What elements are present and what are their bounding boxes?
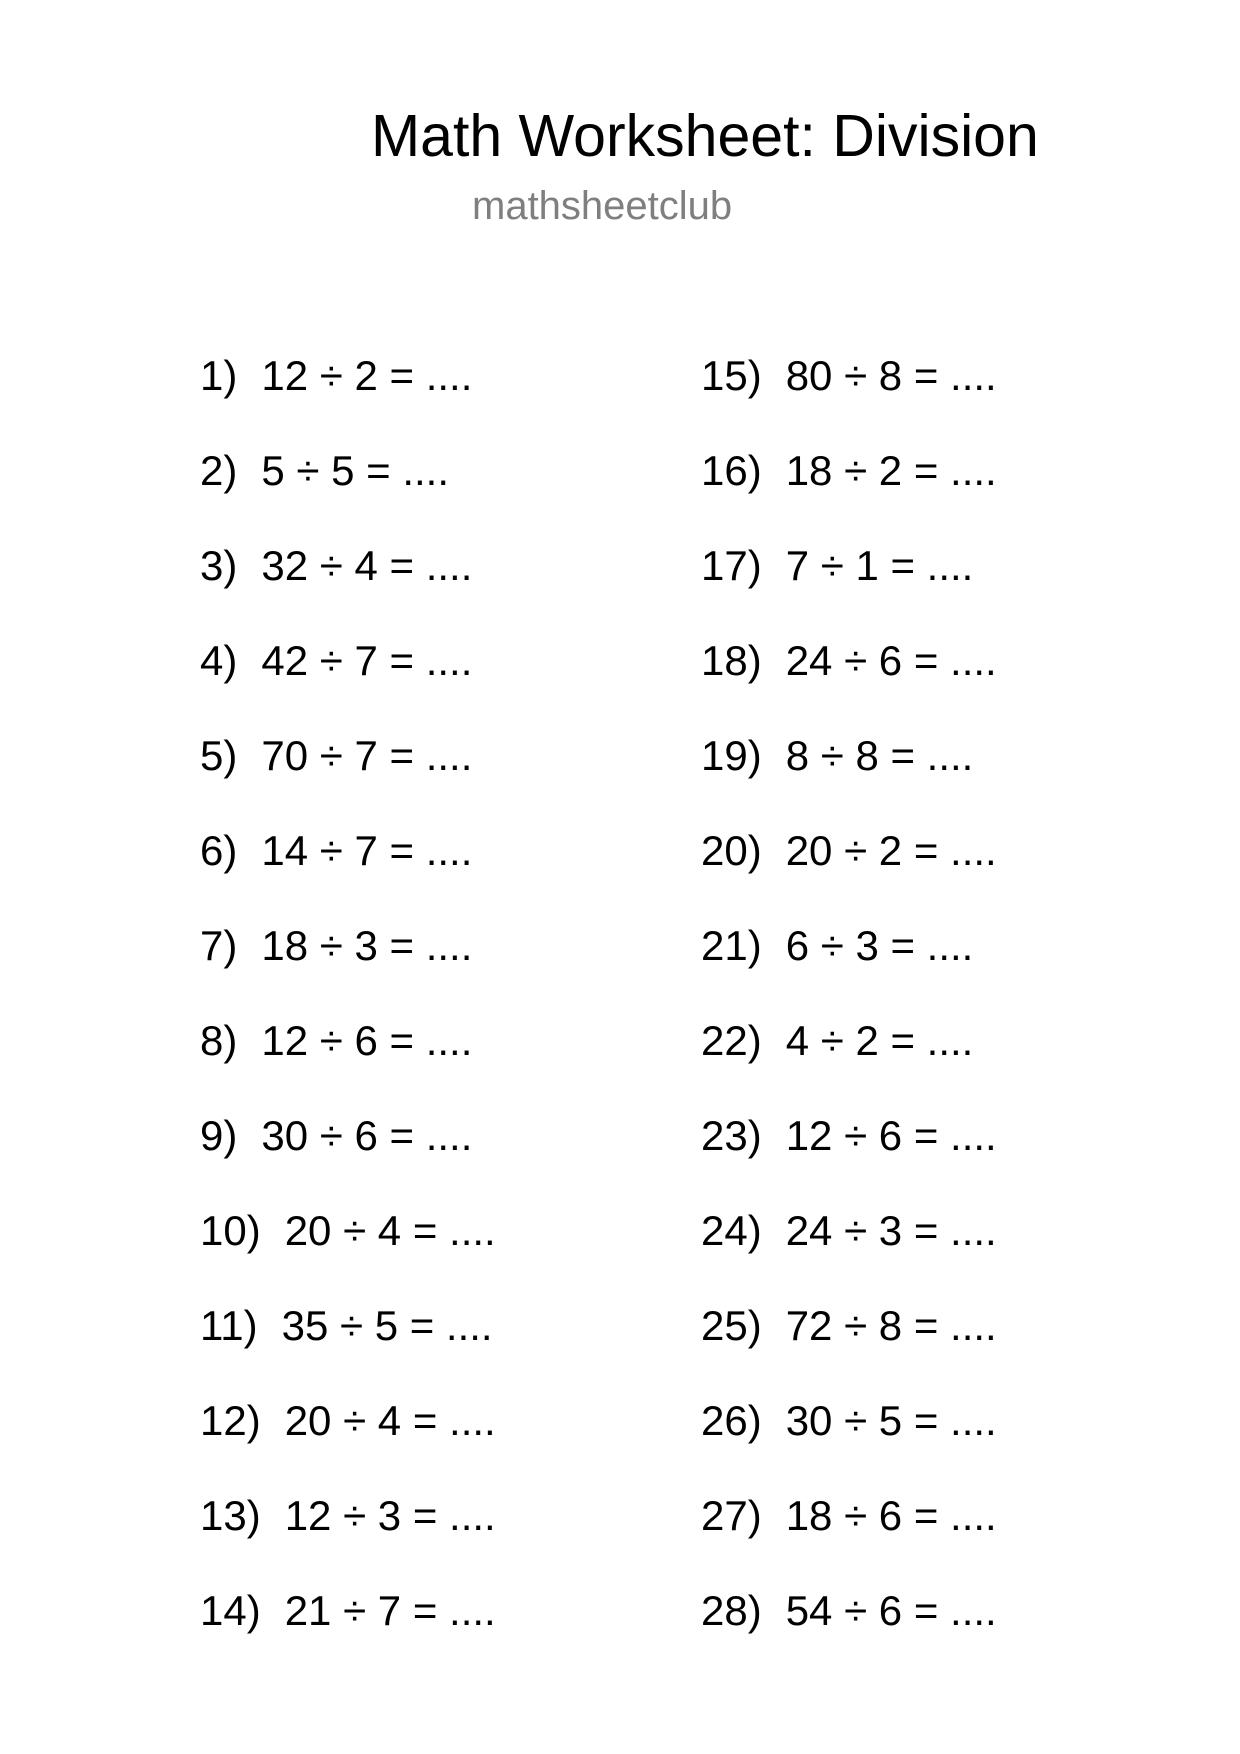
- problem-number: 26): [701, 1397, 762, 1444]
- problem-expression: 30 ÷ 6 = ....: [261, 1112, 473, 1159]
- problem-item: [200, 1207, 496, 1302]
- problem-number: 23): [701, 1112, 762, 1159]
- problem-number: 5): [200, 732, 238, 779]
- problem-number: 27): [701, 1492, 762, 1539]
- problem-item: [200, 447, 496, 542]
- problem-list-right: [701, 352, 997, 1682]
- problem-expression: 42 ÷ 7 = ....: [261, 637, 473, 684]
- problem-expression: 54 ÷ 6 = ....: [785, 1587, 997, 1634]
- problem-number: 20): [701, 827, 762, 874]
- problem-expression: 6 ÷ 3 = ....: [785, 922, 974, 969]
- problem-item: [701, 352, 997, 447]
- problem-number: 22): [701, 1017, 762, 1064]
- problem-item: [200, 542, 496, 637]
- problem-expression: 21 ÷ 7 = ....: [284, 1587, 496, 1634]
- problem-item: [701, 1017, 997, 1112]
- problem-number: 17): [701, 542, 762, 589]
- problem-item: [200, 1302, 496, 1397]
- problem-expression: 14 ÷ 7 = ....: [261, 827, 473, 874]
- problem-item: [701, 1492, 997, 1587]
- problem-number: 16): [701, 447, 762, 494]
- problem-expression: 8 ÷ 8 = ....: [785, 732, 974, 779]
- problem-number: 6): [200, 827, 238, 874]
- problem-number: 24): [701, 1207, 762, 1254]
- problem-item: [701, 447, 997, 542]
- problem-item: [701, 922, 997, 1017]
- problem-number: 2): [200, 447, 238, 494]
- problem-number: 4): [200, 637, 238, 684]
- problem-item: [701, 1112, 997, 1207]
- problem-number: 15): [701, 352, 762, 399]
- problem-item: [701, 827, 997, 922]
- problem-number: 7): [200, 922, 238, 969]
- problem-item: [200, 732, 496, 827]
- problem-number: 10): [200, 1207, 261, 1254]
- problem-item: [701, 1397, 997, 1492]
- problem-list-left: [200, 352, 496, 1682]
- problem-number: 9): [200, 1112, 238, 1159]
- problem-number: 1): [200, 352, 238, 399]
- problem-item: [200, 637, 496, 732]
- problem-number: 19): [701, 732, 762, 779]
- problem-expression: 30 ÷ 5 = ....: [785, 1397, 997, 1444]
- problem-item: [701, 542, 997, 637]
- problem-number: 25): [701, 1302, 762, 1349]
- problem-expression: 35 ÷ 5 = ....: [281, 1302, 493, 1349]
- problem-item: [200, 922, 496, 1017]
- page-title: Math Worksheet: Division: [371, 103, 1039, 169]
- problem-expression: 12 ÷ 3 = ....: [284, 1492, 496, 1539]
- problem-expression: 12 ÷ 2 = ....: [261, 352, 473, 399]
- problem-expression: 12 ÷ 6 = ....: [785, 1112, 997, 1159]
- problem-item: [701, 637, 997, 732]
- problem-expression: 20 ÷ 4 = ....: [284, 1397, 496, 1444]
- problem-expression: 72 ÷ 8 = ....: [785, 1302, 997, 1349]
- problem-expression: 7 ÷ 1 = ....: [785, 542, 974, 589]
- problem-expression: 18 ÷ 2 = ....: [785, 447, 997, 494]
- problem-item: [200, 1112, 496, 1207]
- problem-number: 13): [200, 1492, 261, 1539]
- problem-number: 14): [200, 1587, 261, 1634]
- problem-number: 28): [701, 1587, 762, 1634]
- problem-item: [200, 1397, 496, 1492]
- problem-number: 21): [701, 922, 762, 969]
- problem-expression: 24 ÷ 6 = ....: [785, 637, 997, 684]
- problem-expression: 70 ÷ 7 = ....: [261, 732, 473, 779]
- problem-expression: 12 ÷ 6 = ....: [261, 1017, 473, 1064]
- problem-expression: 32 ÷ 4 = ....: [261, 542, 473, 589]
- problem-expression: 4 ÷ 2 = ....: [785, 1017, 974, 1064]
- problem-number: 8): [200, 1017, 238, 1064]
- problem-item: [200, 1587, 496, 1682]
- problem-expression: 18 ÷ 3 = ....: [261, 922, 473, 969]
- problem-item: [701, 1587, 997, 1682]
- problem-expression: 20 ÷ 4 = ....: [284, 1207, 496, 1254]
- problem-item: [701, 1302, 997, 1397]
- problem-item: [701, 1207, 997, 1302]
- problem-expression: 24 ÷ 3 = ....: [785, 1207, 997, 1254]
- problem-expression: 5 ÷ 5 = ....: [261, 447, 450, 494]
- problem-expression: 20 ÷ 2 = ....: [785, 827, 997, 874]
- problem-item: [701, 732, 997, 827]
- problem-number: 18): [701, 637, 762, 684]
- problem-expression: 18 ÷ 6 = ....: [785, 1492, 997, 1539]
- problem-expression: 80 ÷ 8 = ....: [785, 352, 997, 399]
- problem-item: [200, 1492, 496, 1587]
- problem-number: 3): [200, 542, 238, 589]
- page-subtitle: mathsheetclub: [472, 184, 733, 228]
- problem-item: [200, 1017, 496, 1112]
- problem-item: [200, 352, 496, 447]
- problem-item: [200, 827, 496, 922]
- problem-number: 12): [200, 1397, 261, 1444]
- problem-number: 11): [200, 1302, 258, 1349]
